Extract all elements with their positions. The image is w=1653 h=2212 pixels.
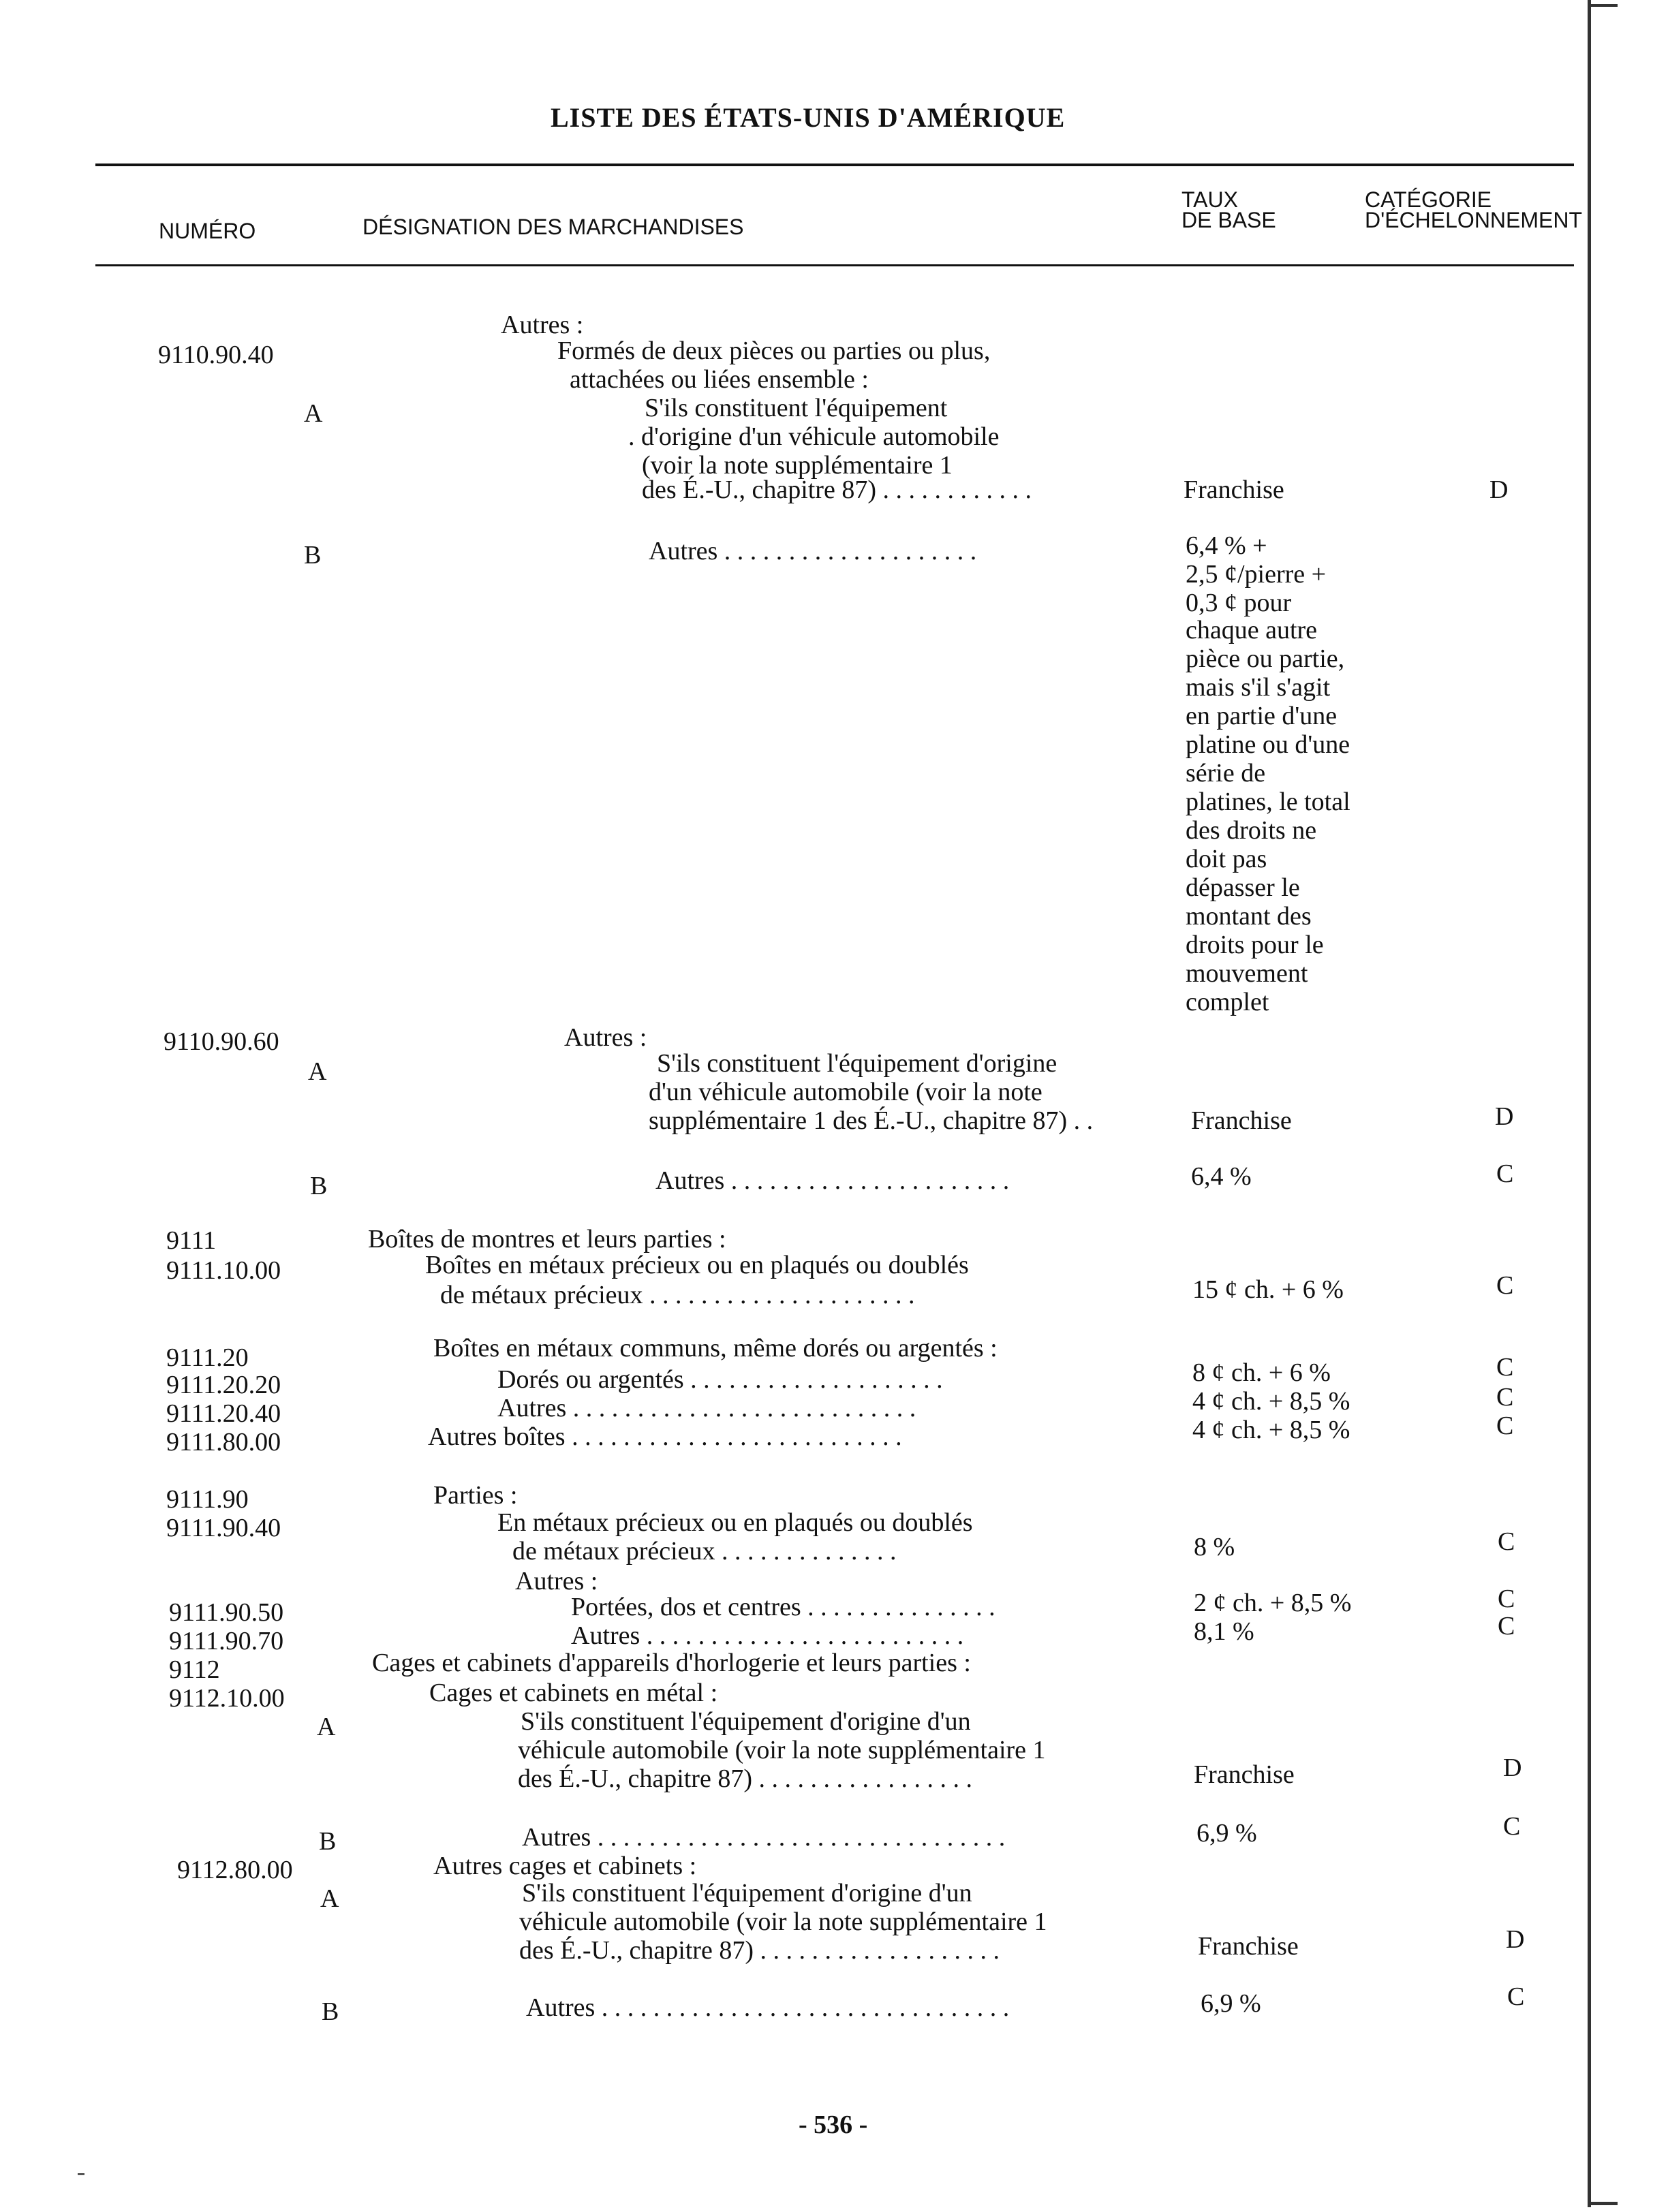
- line-32-desc: Boîtes en métaux communs, même dorés ou argentés :: [433, 1334, 998, 1362]
- line-34-rate: 4 ¢ ch. + 8,5 %: [1192, 1387, 1350, 1416]
- line-38-rate: 8 %: [1194, 1533, 1235, 1561]
- header-rule-top: [95, 163, 1574, 166]
- line-40-desc: Portées, dos et centres . . . . . . . . . . . . . . .: [571, 1593, 995, 1621]
- line-32-num: 9111.20: [166, 1343, 249, 1372]
- line-28-desc: Autres . . . . . . . . . . . . . . . . . . . . . .: [655, 1166, 1010, 1195]
- line-41-num: 9111.90.70: [169, 1627, 284, 1655]
- line-33-rate: 8 ¢ ch. + 6 %: [1192, 1358, 1331, 1387]
- left-margin-dash: [78, 2173, 84, 2175]
- line-27-cat: D: [1495, 1102, 1514, 1131]
- line-3-sub: A: [304, 399, 323, 428]
- line-35-desc: Autres boîtes . . . . . . . . . . . . . . . . . . . . . . . . . .: [428, 1422, 902, 1451]
- line-5-desc: (voir la note supplémentaire 1: [642, 451, 953, 480]
- line-51-rate: Franchise: [1198, 1932, 1299, 1961]
- line-18-rate: doit pas: [1186, 845, 1267, 873]
- line-4-desc: . d'origine d'un véhicule automobile: [628, 422, 1000, 451]
- line-23-rate: complet: [1186, 988, 1269, 1016]
- line-34-num: 9111.20.40: [166, 1399, 281, 1428]
- line-47-rate: 6,9 %: [1196, 1819, 1257, 1848]
- line-43-desc: Cages et cabinets en métal :: [429, 1679, 718, 1707]
- line-12-rate: mais s'il s'agit: [1186, 673, 1331, 702]
- line-1-num: 9110.90.40: [158, 341, 274, 369]
- line-41-cat: C: [1498, 1612, 1515, 1640]
- line-49-sub: A: [320, 1884, 339, 1913]
- line-52-rate: 6,9 %: [1201, 1989, 1261, 2018]
- line-7-desc: Autres . . . . . . . . . . . . . . . . . . . .: [649, 537, 977, 565]
- line-35-num: 9111.80.00: [166, 1428, 281, 1457]
- line-34-cat: C: [1496, 1383, 1514, 1412]
- line-44-desc: S'ils constituent l'équipement d'origine d'un: [521, 1707, 971, 1736]
- line-42-desc: Cages et cabinets d'appareils d'horlogerie et leurs parties :: [372, 1649, 971, 1677]
- line-43-num: 9112.10.00: [169, 1684, 285, 1713]
- line-35-cat: C: [1496, 1412, 1514, 1440]
- line-47-cat: C: [1503, 1812, 1521, 1841]
- line-35-rate: 4 ¢ ch. + 8,5 %: [1192, 1416, 1350, 1444]
- line-40-num: 9111.90.50: [169, 1598, 284, 1627]
- line-52-cat: C: [1507, 1982, 1525, 2011]
- line-20-rate: montant des: [1186, 902, 1312, 931]
- header-rule-bottom: [95, 264, 1574, 266]
- line-36-num: 9111.90: [166, 1485, 249, 1514]
- line-28-rate: 6,4 %: [1191, 1162, 1252, 1191]
- line-7-sub: B: [304, 541, 322, 570]
- line-2-desc: attachées ou liées ensemble :: [570, 365, 869, 394]
- line-42-num: 9112: [169, 1655, 220, 1684]
- line-1-desc: Formés de deux pièces ou parties ou plus,: [557, 337, 991, 365]
- line-50-desc: véhicule automobile (voir la note supplémentaire 1: [519, 1907, 1047, 1936]
- line-46-rate: Franchise: [1194, 1760, 1295, 1789]
- line-33-cat: C: [1496, 1353, 1514, 1382]
- page-number: - 536 -: [799, 2110, 868, 2139]
- line-45-desc: véhicule automobile (voir la note supplémentaire 1: [518, 1736, 1046, 1764]
- col-header-numero: NUMÉRO: [159, 219, 256, 243]
- line-6-rate: Franchise: [1184, 476, 1284, 504]
- line-38-cat: C: [1498, 1527, 1515, 1556]
- line-52-desc: Autres . . . . . . . . . . . . . . . . . . . . . . . . . . . . . . . .: [526, 1993, 1010, 2022]
- line-44-sub: A: [317, 1713, 336, 1741]
- right-margin-tick-bottom: [1588, 2202, 1618, 2205]
- line-47-sub: B: [319, 1827, 337, 1856]
- line-33-num: 9111.20.20: [166, 1371, 281, 1399]
- line-46-cat: D: [1503, 1754, 1522, 1782]
- line-6-cat: D: [1489, 476, 1509, 504]
- line-31-rate: 15 ¢ ch. + 6 %: [1192, 1275, 1344, 1304]
- line-40-rate: 2 ¢ ch. + 8,5 %: [1194, 1589, 1352, 1617]
- line-24-desc: Autres :: [564, 1023, 647, 1052]
- col-header-designation: DÉSIGNATION DES MARCHANDISES: [362, 215, 744, 239]
- line-24-num: 9110.90.60: [164, 1027, 279, 1056]
- line-39-desc: Autres :: [515, 1567, 598, 1595]
- line-49-desc: S'ils constituent l'équipement d'origine d'un: [522, 1879, 972, 1907]
- col-header-categorie-2: D'ÉCHELONNEMENT: [1365, 208, 1583, 232]
- line-28-cat: C: [1496, 1159, 1514, 1188]
- line-30-desc: Boîtes en métaux précieux ou en plaqués ou doublés: [425, 1251, 969, 1279]
- line-51-desc: des É.-U., chapitre 87) . . . . . . . . . . . . . . . . . . .: [519, 1936, 1000, 1965]
- line-41-desc: Autres . . . . . . . . . . . . . . . . . . . . . . . . .: [571, 1621, 964, 1650]
- col-header-categorie-1: CATÉGORIE: [1365, 187, 1492, 212]
- page-title: LISTE DES ÉTATS-UNIS D'AMÉRIQUE: [551, 102, 1066, 133]
- line-9-rate: 0,3 ¢ pour: [1186, 589, 1292, 617]
- line-22-rate: mouvement: [1186, 959, 1308, 988]
- line-52-sub: B: [322, 1997, 339, 2026]
- line-17-rate: des droits ne: [1186, 816, 1317, 845]
- col-header-taux-1: TAUX: [1181, 187, 1238, 212]
- line-6-desc: des É.-U., chapitre 87) . . . . . . . . . . . .: [642, 476, 1032, 504]
- line-7-rate: 6,4 % +: [1186, 531, 1267, 560]
- line-29-desc: Boîtes de montres et leurs parties :: [368, 1225, 726, 1253]
- line-14-rate: platine ou d'une: [1186, 730, 1350, 759]
- line-31-cat: C: [1496, 1271, 1514, 1300]
- line-31-desc: de métaux précieux . . . . . . . . . . . . . . . . . . . . .: [440, 1281, 915, 1309]
- line-30-num: 9111.10.00: [166, 1256, 281, 1285]
- col-header-taux-2: DE BASE: [1181, 208, 1276, 232]
- line-29-num: 9111: [166, 1226, 217, 1255]
- line-19-rate: dépasser le: [1186, 873, 1300, 902]
- right-margin-tick-top: [1588, 4, 1618, 7]
- line-10-rate: chaque autre: [1186, 616, 1318, 644]
- line-27-desc: supplémentaire 1 des É.-U., chapitre 87) . .: [649, 1106, 1094, 1135]
- line-47-desc: Autres . . . . . . . . . . . . . . . . . . . . . . . . . . . . . . . .: [522, 1823, 1006, 1852]
- line-11-rate: pièce ou partie,: [1186, 644, 1345, 673]
- line-41-rate: 8,1 %: [1194, 1617, 1254, 1646]
- line-21-rate: droits pour le: [1186, 931, 1324, 959]
- line-27-rate: Franchise: [1191, 1106, 1292, 1135]
- line-26-desc: d'un véhicule automobile (voir la note: [649, 1078, 1042, 1106]
- line-48-num: 9112.80.00: [177, 1856, 293, 1884]
- line-13-rate: en partie d'une: [1186, 702, 1338, 730]
- line-25-sub: A: [308, 1057, 327, 1086]
- line-33-desc: Dorés ou argentés . . . . . . . . . . . . . . . . . . . .: [497, 1365, 943, 1394]
- line-15-rate: série de: [1186, 759, 1266, 788]
- line-34-desc: Autres . . . . . . . . . . . . . . . . . . . . . . . . . . .: [497, 1394, 916, 1422]
- line-51-cat: D: [1506, 1925, 1525, 1954]
- line-8-rate: 2,5 ¢/pierre +: [1186, 560, 1327, 589]
- right-margin-line: [1588, 0, 1591, 2207]
- line-48-desc: Autres cages et cabinets :: [433, 1852, 697, 1880]
- line-0-desc: Autres :: [501, 311, 584, 339]
- line-46-desc: des É.-U., chapitre 87) . . . . . . . . . . . . . . . . .: [518, 1764, 972, 1793]
- line-37-num: 9111.90.40: [166, 1514, 281, 1542]
- line-37-desc: En métaux précieux ou en plaqués ou doublés: [497, 1508, 973, 1537]
- line-25-desc: S'ils constituent l'équipement d'origine: [657, 1049, 1057, 1078]
- line-28-sub: B: [310, 1172, 328, 1200]
- line-36-desc: Parties :: [433, 1481, 518, 1510]
- line-40-cat: C: [1498, 1585, 1515, 1613]
- line-16-rate: platines, le total: [1186, 788, 1350, 816]
- line-3-desc: S'ils constituent l'équipement: [645, 394, 948, 422]
- line-38-desc: de métaux précieux . . . . . . . . . . . . . .: [512, 1537, 897, 1565]
